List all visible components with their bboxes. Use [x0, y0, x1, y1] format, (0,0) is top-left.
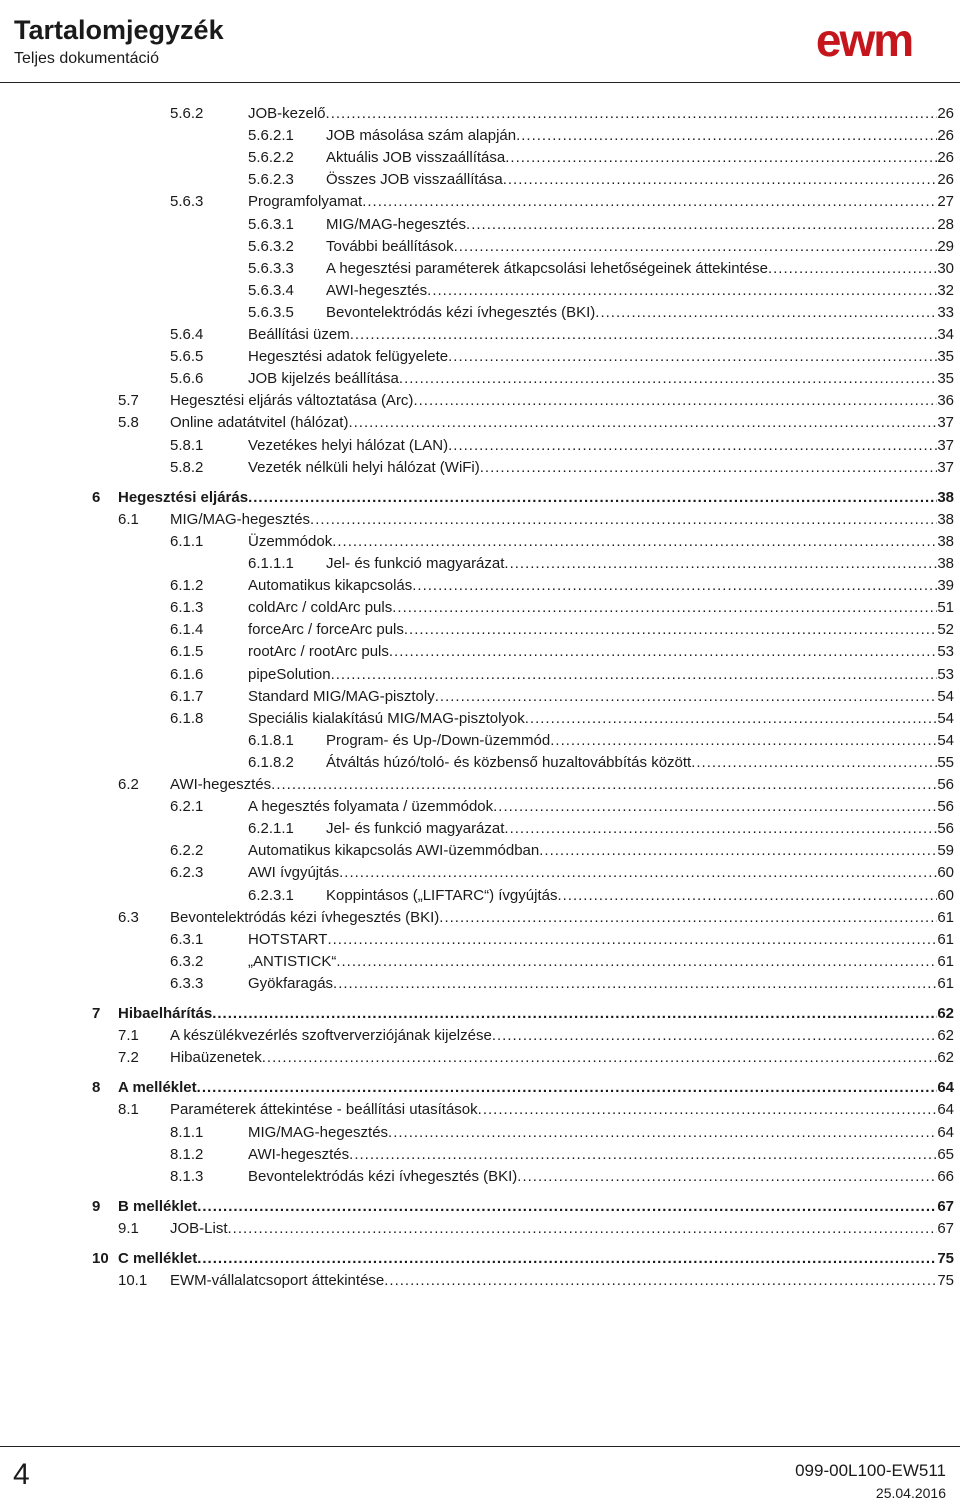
toc-entry-page: 38 — [937, 509, 954, 531]
toc-entry-title: Automatikus kikapcsolás AWI-üzemmódban — [248, 840, 539, 862]
toc-entry-page: 38 — [937, 487, 954, 509]
toc-entry-number: 5.8 — [118, 414, 139, 432]
toc-entry-title: JOB kijelzés beállítása — [248, 368, 399, 390]
toc-entry-leader — [517, 1166, 937, 1188]
toc-entry-number: 6.1.4 — [170, 621, 204, 639]
toc-entry-number: 6.1.8.1 — [248, 731, 294, 749]
toc-entry-number: 5.8.1 — [170, 436, 204, 454]
toc-entry-title: MIG/MAG-hegesztés — [248, 1122, 388, 1144]
toc-entry-title: EWM-vállalatcsoport áttekintése — [170, 1270, 384, 1292]
toc-entry[interactable] — [170, 1144, 954, 1166]
toc-entry-title: Paraméterek áttekintése - beállítási utasítások — [170, 1099, 478, 1121]
toc-entry-number: 5.6.3.3 — [248, 259, 294, 277]
toc-entry[interactable] — [118, 390, 954, 412]
ewm-logo-text: ewm — [815, 18, 913, 62]
toc-entry-leader — [331, 664, 938, 686]
toc-entry-number: 5.6.2 — [170, 105, 204, 122]
toc-entry[interactable] — [248, 302, 954, 324]
toc-entry-number: 6.3.1 — [170, 930, 204, 948]
toc-entry-page: 66 — [937, 1166, 954, 1188]
toc-entry-title: AWI-hegesztés — [170, 774, 271, 796]
toc-entry-leader — [326, 103, 938, 125]
toc-entry-leader — [557, 885, 937, 907]
toc-entry-title: AWI ívgyújtás — [248, 862, 339, 884]
toc-entry-page: 26 — [937, 125, 954, 147]
toc-entry[interactable] — [248, 280, 954, 302]
toc-entry-number: 7.1 — [118, 1027, 139, 1045]
toc-entry-page: 67 — [937, 1196, 954, 1218]
toc-entry-title: Hibaelhárítás — [118, 1003, 212, 1025]
toc-entry[interactable] — [170, 641, 954, 663]
toc-entry-page: 59 — [937, 840, 954, 862]
toc-entry-leader — [691, 752, 937, 774]
toc-entry-page: 52 — [937, 619, 954, 641]
page-subtitle: Teljes dokumentáció — [14, 50, 159, 67]
toc-entry[interactable] — [118, 907, 954, 929]
toc-entry[interactable] — [248, 214, 954, 236]
toc-entry-page: 61 — [937, 929, 954, 951]
toc-entry-title: A hegesztési paraméterek átkapcsolási lehetőségeinek áttekintése — [326, 258, 768, 280]
toc-entry[interactable] — [170, 597, 954, 619]
toc-entry-number: 5.8.2 — [170, 458, 204, 476]
toc-entry-number: 6.1.7 — [170, 687, 204, 705]
toc-entry-title: Program- és Up-/Down-üzemmód — [326, 730, 550, 752]
toc-entry-title: A hegesztés folyamata / üzemmódok — [248, 796, 493, 818]
toc-entry-leader — [399, 368, 937, 390]
toc-entry-leader — [504, 553, 937, 575]
toc-entry-leader — [197, 1196, 937, 1218]
toc-entry-page: 56 — [937, 818, 954, 840]
toc-entry-page: 62 — [937, 1025, 954, 1047]
toc-entry-title: Hegesztési adatok felügyelete — [248, 346, 448, 368]
toc-entry-number: 8.1.2 — [170, 1145, 204, 1163]
toc-entry-number: 9.1 — [118, 1219, 139, 1237]
toc-entry-page: 67 — [937, 1218, 954, 1240]
toc-entry-title: A készülékvezérlés szoftververziójának kijelzése — [170, 1025, 492, 1047]
toc-entry[interactable] — [248, 258, 954, 280]
toc-entry[interactable] — [118, 1047, 954, 1069]
toc-entry[interactable] — [248, 885, 954, 907]
toc-entry-page: 29 — [937, 236, 954, 258]
toc-entry-number: 6.2 — [118, 776, 139, 793]
toc-entry-number: 6.1.3 — [170, 599, 204, 617]
toc-entry-title: Beállítási üzem — [248, 324, 350, 346]
toc-entry-number: 8.1.3 — [170, 1167, 204, 1185]
toc-entry-number: 6.2.2 — [170, 842, 204, 860]
toc-entry-title: pipeSolution — [248, 664, 331, 686]
toc-entry-number: 5.6.2.1 — [248, 127, 294, 145]
toc-entry-number: 5.6.3.2 — [248, 237, 294, 255]
toc-entry-leader — [332, 531, 937, 553]
toc-entry-leader — [404, 619, 937, 641]
toc-entry-page: 26 — [937, 169, 954, 191]
toc-entry-leader — [212, 1003, 937, 1025]
toc-entry-leader — [248, 487, 937, 509]
toc-entry-number: 6.2.1 — [170, 798, 204, 816]
toc-entry[interactable] — [170, 575, 954, 597]
toc-entry-page: 62 — [937, 1003, 954, 1025]
toc-entry-title: HOTSTART — [248, 929, 327, 951]
toc-entry-leader — [333, 973, 937, 995]
toc-entry[interactable] — [170, 1166, 954, 1188]
toc-entry-title: Standard MIG/MAG-pisztoly — [248, 686, 435, 708]
toc-entry-leader — [427, 280, 937, 302]
toc-entry-number: 5.6.3 — [170, 193, 204, 211]
toc-entry-title: MIG/MAG-hegesztés — [326, 214, 466, 236]
toc-entry-page: 61 — [937, 951, 954, 973]
toc-entry-leader — [466, 214, 937, 236]
toc-entry[interactable] — [118, 1025, 954, 1047]
toc-entry[interactable] — [170, 973, 954, 995]
toc-entry-leader — [362, 191, 937, 213]
toc-entry-page: 26 — [937, 147, 954, 169]
toc-entry[interactable] — [118, 1218, 954, 1240]
toc-entry-page: 28 — [937, 214, 954, 236]
toc-entry[interactable] — [170, 191, 954, 213]
toc-entry-number: 6.1.6 — [170, 665, 204, 683]
toc-entry-leader — [525, 708, 938, 730]
toc-entry-page: 64 — [937, 1077, 954, 1099]
toc-entry-leader — [228, 1218, 938, 1240]
toc-entry-leader — [768, 258, 937, 280]
toc-entry-number: 6.1.8.2 — [248, 753, 294, 771]
toc-entry[interactable] — [92, 487, 954, 509]
toc-entry[interactable] — [170, 435, 954, 457]
page-number: 4 — [13, 1458, 30, 1491]
toc-entry[interactable] — [170, 1122, 954, 1144]
toc-entry-number: 5.6.2.3 — [248, 171, 294, 189]
toc-entry-title: Programfolyamat — [248, 191, 362, 213]
toc-entry-page: 56 — [937, 796, 954, 818]
toc-entry-title: Jel- és funkció magyarázat — [326, 553, 504, 575]
toc-entry[interactable] — [170, 862, 954, 884]
toc-entry-leader — [348, 412, 937, 434]
toc-entry-leader — [336, 951, 937, 973]
toc-entry-title: Aktuális JOB visszaállítása — [326, 147, 505, 169]
toc-entry-title: Vezetékes helyi hálózat (LAN) — [248, 435, 448, 457]
toc-entry-page: 61 — [937, 973, 954, 995]
toc-entry-page: 26 — [937, 103, 954, 125]
toc-entry[interactable] — [248, 169, 954, 191]
toc-entry-leader — [384, 1270, 937, 1292]
toc-entry-leader — [349, 1144, 937, 1166]
toc-entry[interactable] — [92, 1196, 954, 1218]
toc-entry-title: AWI-hegesztés — [326, 280, 427, 302]
toc-entry-leader — [413, 390, 937, 412]
toc-entry[interactable] — [248, 752, 954, 774]
toc-entry-title: Hibaüzenetek — [170, 1047, 262, 1069]
toc-entry-page: 54 — [937, 686, 954, 708]
toc-entry[interactable] — [170, 929, 954, 951]
toc-entry-page: 34 — [937, 324, 954, 346]
toc-entry-page: 65 — [937, 1144, 954, 1166]
toc-entry[interactable] — [118, 1099, 954, 1121]
ewm-logo — [792, 18, 936, 62]
toc-entry-title: JOB-kezelő — [248, 103, 326, 125]
toc-entry-page: 53 — [937, 664, 954, 686]
toc-entry-title: Hegesztési eljárás — [118, 487, 248, 509]
toc-entry[interactable] — [248, 553, 954, 575]
toc-entry-number: 5.6.3.1 — [248, 215, 294, 233]
toc-entry-title: B melléklet — [118, 1196, 197, 1218]
toc-entry-leader — [595, 302, 937, 324]
toc-entry-title: Hegesztési eljárás változtatása (Arc) — [170, 390, 413, 412]
toc-entry-title: Gyökfaragás — [248, 973, 333, 995]
toc-entry-title: Speciális kialakítású MIG/MAG-pisztolyok — [248, 708, 525, 730]
toc-entry-leader — [480, 457, 938, 479]
toc-entry-leader — [478, 1099, 938, 1121]
toc-entry-leader — [454, 236, 938, 258]
toc-entry-page: 75 — [937, 1270, 954, 1292]
toc-entry-page: 60 — [937, 885, 954, 907]
toc-entry-number: 10 — [92, 1250, 109, 1267]
toc-entry-number: 5.6.2.2 — [248, 149, 294, 167]
toc-entry-number: 9 — [92, 1197, 101, 1215]
toc-entry-number: 6.2.1.1 — [248, 820, 294, 838]
toc-entry[interactable] — [170, 619, 954, 641]
toc-entry[interactable] — [248, 236, 954, 258]
toc-entry-page: 36 — [937, 390, 954, 412]
toc-entry[interactable] — [248, 818, 954, 840]
toc-entry-number: 5.6.6 — [170, 370, 204, 388]
toc-entry-page: 37 — [937, 457, 954, 479]
toc-entry-number: 6.3 — [118, 908, 139, 926]
toc-entry-number: 10.1 — [118, 1272, 148, 1290]
toc-entry-title: C melléklet — [118, 1248, 197, 1270]
toc-entry-page: 56 — [937, 774, 954, 796]
toc-entry-leader — [339, 862, 937, 884]
toc-entry-leader — [504, 818, 937, 840]
document-date: 25.04.2016 — [875, 1485, 946, 1501]
toc-entry-number: 8 — [92, 1079, 101, 1097]
toc-entry-page: 54 — [937, 708, 954, 730]
toc-entry[interactable] — [248, 147, 954, 169]
toc-entry-title: AWI-hegesztés — [248, 1144, 349, 1166]
toc-entry[interactable] — [170, 708, 954, 730]
toc-entry-leader — [271, 774, 937, 796]
toc-entry-leader — [505, 147, 937, 169]
toc-entry-leader — [503, 169, 938, 191]
toc-entry-leader — [492, 1025, 938, 1047]
toc-entry-title: forceArc / forceArc puls — [248, 619, 404, 641]
page-title: Tartalomjegyzék — [14, 15, 224, 45]
toc-entry-page: 60 — [937, 862, 954, 884]
toc-entry-page: 62 — [937, 1047, 954, 1069]
toc-entry-leader — [435, 686, 938, 708]
toc-entry-title: MIG/MAG-hegesztés — [170, 509, 310, 531]
toc-entry-number: 6.1.5 — [170, 643, 204, 661]
toc-entry-title: Átváltás húzó/toló- és közbenső huzaltovábbítás között — [326, 752, 691, 774]
toc-entry-number: 5.7 — [118, 392, 139, 410]
toc-entry-title: JOB-List — [170, 1218, 228, 1240]
toc-entry-leader — [439, 907, 937, 929]
toc-entry-leader — [516, 125, 937, 147]
toc-entry-title: „ANTISTICK“ — [248, 951, 336, 973]
toc-entry-leader — [388, 1122, 937, 1144]
toc-entry-number: 5.6.3.4 — [248, 281, 294, 299]
toc-entry-title: rootArc / rootArc puls — [248, 641, 389, 663]
toc-entry-page: 30 — [937, 258, 954, 280]
toc-entry-page: 39 — [937, 575, 954, 597]
toc-entry-number: 6.1 — [118, 510, 139, 528]
toc-entry-title: Üzemmódok — [248, 531, 332, 553]
toc-entry-page: 55 — [937, 752, 954, 774]
toc-entry-page: 75 — [937, 1248, 954, 1270]
toc-entry-leader — [327, 929, 937, 951]
toc-entry[interactable] — [248, 730, 954, 752]
toc-entry-page: 38 — [937, 531, 954, 553]
toc-entry-title: További beállítások — [326, 236, 454, 258]
toc-entry-page: 35 — [937, 368, 954, 390]
toc-entry[interactable] — [118, 1270, 954, 1292]
toc-entry-leader — [539, 840, 937, 862]
toc-entry-number: 6.1.1.1 — [248, 555, 294, 572]
toc-entry-leader — [310, 509, 937, 531]
toc-entry-page: 38 — [937, 553, 954, 575]
toc-entry-title: Bevontelektródás kézi ívhegesztés (BKI) — [170, 907, 439, 929]
toc-entry-number: 5.6.3.5 — [248, 303, 294, 321]
toc-entry-number: 6 — [92, 488, 101, 506]
toc-entry-title: JOB másolása szám alapján — [326, 125, 516, 147]
toc-entry[interactable] — [248, 125, 954, 147]
toc-entry-number: 7.2 — [118, 1049, 139, 1067]
toc-entry-title: Automatikus kikapcsolás — [248, 575, 412, 597]
toc-entry[interactable] — [92, 1248, 954, 1270]
toc-entry-title: Összes JOB visszaállítása — [326, 169, 503, 191]
toc-entry[interactable] — [170, 103, 954, 125]
toc-entry-page: 37 — [937, 412, 954, 434]
toc-entry[interactable] — [118, 509, 954, 531]
toc-entry-page: 35 — [937, 346, 954, 368]
toc-entry-leader — [197, 1248, 937, 1270]
toc-entry[interactable] — [118, 412, 954, 434]
toc-entry-number: 6.2.3.1 — [248, 886, 294, 904]
toc-entry-number: 5.6.5 — [170, 348, 204, 366]
toc-entry[interactable] — [170, 324, 954, 346]
toc-entry-title: Bevontelektródás kézi ívhegesztés (BKI) — [248, 1166, 517, 1188]
toc-entry-number: 7 — [92, 1005, 101, 1022]
toc-entry-number: 6.1.8 — [170, 709, 204, 727]
toc-entry[interactable] — [92, 1077, 954, 1099]
toc-entry-number: 6.1.2 — [170, 577, 204, 595]
toc-entry[interactable] — [170, 686, 954, 708]
toc-entry-title: Jel- és funkció magyarázat — [326, 818, 504, 840]
toc-entry-leader — [448, 435, 937, 457]
toc-entry-number: 8.1.1 — [170, 1123, 204, 1141]
toc-entry-leader — [350, 324, 938, 346]
toc-entry-title: Bevontelektródás kézi ívhegesztés (BKI) — [326, 302, 595, 324]
document-code: 099-00L100-EW511 — [795, 1461, 946, 1480]
toc-entry[interactable] — [170, 531, 954, 553]
toc-entry-leader — [392, 597, 937, 619]
toc-entry-number: 6.2.3 — [170, 864, 204, 882]
toc-entry[interactable] — [170, 840, 954, 862]
toc-entry-number: 6.3.3 — [170, 974, 204, 992]
toc-entry-leader — [493, 796, 937, 818]
toc-entry-page: 61 — [937, 907, 954, 929]
toc-entry-number: 6.1.1 — [170, 532, 204, 550]
toc-entry-leader — [448, 346, 937, 368]
toc-entry-leader — [412, 575, 937, 597]
toc-entry-page: 53 — [937, 641, 954, 663]
toc-entry-page: 32 — [937, 280, 954, 302]
toc-entry[interactable] — [118, 774, 954, 796]
toc-entry-number: 5.6.4 — [170, 326, 204, 343]
toc-entry-page: 37 — [937, 435, 954, 457]
toc-entry[interactable] — [170, 346, 954, 368]
toc-entry-leader — [389, 641, 937, 663]
toc-entry-page: 27 — [937, 191, 954, 213]
toc-entry-title: Online adatátvitel (hálózat) — [170, 412, 348, 434]
toc-entry-leader — [197, 1077, 938, 1099]
toc-entry-page: 54 — [937, 730, 954, 752]
toc-entry-title: coldArc / coldArc puls — [248, 597, 392, 619]
header-divider — [0, 82, 960, 83]
toc-entry-page: 51 — [937, 597, 954, 619]
toc-entry-page: 33 — [937, 302, 954, 324]
toc-entry-title: A melléklet — [118, 1077, 197, 1099]
toc-entry[interactable] — [170, 951, 954, 973]
toc-entry[interactable] — [170, 368, 954, 390]
toc-entry-number: 6.3.2 — [170, 952, 204, 970]
footer-divider — [0, 1446, 960, 1447]
toc-entry-page: 64 — [937, 1122, 954, 1144]
toc-entry-leader — [262, 1047, 938, 1069]
toc-entry-page: 64 — [937, 1099, 954, 1121]
toc-entry[interactable] — [92, 1003, 954, 1025]
toc-entry-leader — [550, 730, 937, 752]
toc-entry-title: Vezeték nélküli helyi hálózat (WiFi) — [248, 457, 480, 479]
toc-entry[interactable] — [170, 796, 954, 818]
toc-entry[interactable] — [170, 664, 954, 686]
toc-entry[interactable] — [170, 457, 954, 479]
toc-entry-number: 8.1 — [118, 1101, 139, 1119]
toc-entry-title: Koppintásos („LIFTARC“) ívgyújtás — [326, 885, 557, 907]
